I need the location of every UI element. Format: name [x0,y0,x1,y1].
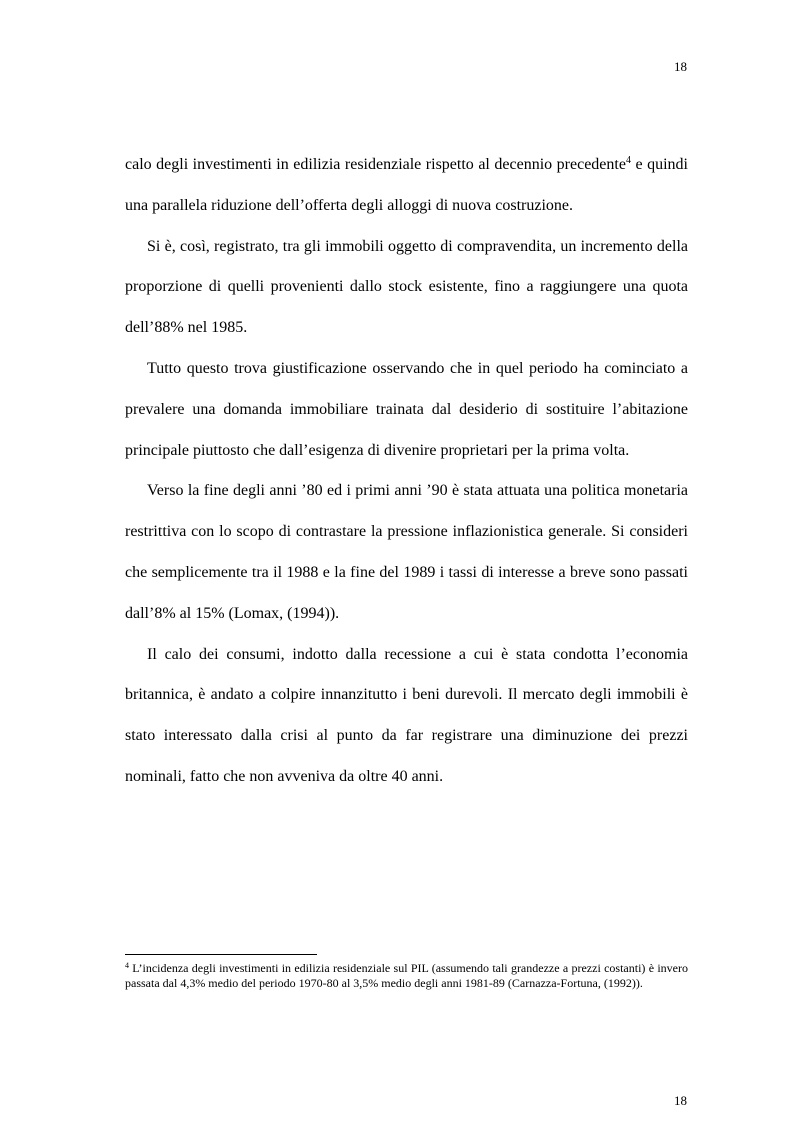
footnote-reference[interactable]: 4 [625,155,631,166]
footnote [125,961,688,991]
footnote-marker: 4 [125,961,129,970]
paragraph-1 [125,145,688,227]
page-number-bottom: 18 [674,1093,687,1108]
page-number-top: 18 [674,59,687,74]
footnote-text-block [125,961,688,991]
paragraph-1-text: calo degli investimenti in edilizia residenziale rispetto al decennio precedente [125,156,626,173]
footnote-text: L’incidenza degli investimenti in edilizia residenziale sul PIL (assumendo tali grandezze a prezzi costanti) è invero passata dal 4,3% medio del periodo 1970-80 al 3,5% medio degli anni 1981-89 (Carnazza-Fortuna, (1992)). [125,961,688,990]
paragraph-3: Tutto questo trova giustificazione osservando che in quel periodo ha cominciato a prevalere una domanda immobiliare trainata dal desiderio di sostituire l’abitazione principale piuttosto che dall’esigenza di divenire proprietari per la prima volta. [125,359,688,459]
paragraph-1-tail: e quindi una parallela riduzione dell’offerta degli alloggi di nuova costruzione. [125,156,688,214]
paragraph-2: Si è, così, registrato, tra gli immobili oggetto di compravendita, un incremento della proporzione di quelli provenienti dallo stock esistente, fino a raggiungere una quota dell’88% nel 1985. [125,237,688,337]
body-text [125,145,688,798]
paragraph-5: Il calo dei consumi, indotto dalla recessione a cui è stata condotta l’economia britannica, è andato a colpire innanzitutto i beni durevoli. Il mercato degli immobili è stato interessato dalla crisi al punto da far registrare una diminuzione dei prezzi nominali, fatto che non avveniva da oltre 40 anni. [125,645,688,785]
footnote-divider [125,954,317,955]
paragraph-4: Verso la fine degli anni ’80 ed i primi anni ’90 è stata attuata una politica monetaria restrittiva con lo scopo di contrastare la pressione inflazionistica generale. Si consideri che semplicemente tra il 1988 e la fine del 1989 i tassi di interesse a breve sono passati dall’8% al 15% (Lomax, (1994)). [125,482,688,622]
